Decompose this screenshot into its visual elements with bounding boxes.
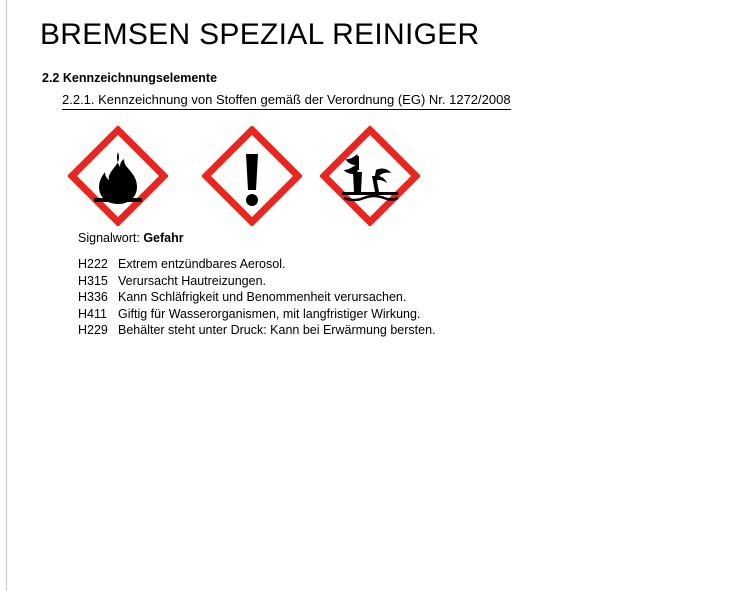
signal-word-line [78, 231, 184, 245]
hazard-code: H222 [78, 257, 108, 271]
list-item [78, 322, 436, 339]
hazard-text: Behälter steht unter Druck: Kann bei Erwärmung bersten. [118, 323, 436, 337]
section-heading: 2.2 Kennzeichnungselemente [42, 71, 218, 85]
document-page [8, 0, 737, 591]
hazard-code: H411 [78, 306, 107, 321]
list-item [78, 256, 436, 273]
hazard-text: Verursacht Hautreizungen. [118, 273, 267, 288]
list-item [78, 273, 436, 290]
ghs02-flame-pictogram [68, 126, 168, 226]
hazard-text: Giftig für Wasserorganismen, mit langfristiger Wirkung. [118, 306, 421, 321]
ghs-pictogram-row [68, 126, 488, 226]
hazard-code: H315 [78, 273, 108, 288]
hazard-code: H336 [78, 290, 108, 304]
hazard-code: H229 [78, 323, 108, 337]
ghs07-exclamation-mark-pictogram [202, 126, 302, 226]
signal-word-label: Signalwort: [78, 231, 140, 245]
ghs09-environment-pictogram [320, 126, 420, 226]
list-item [78, 306, 436, 323]
page-left-margin-rule [0, 0, 7, 591]
subsection-heading: 2.2.1. Kennzeichnung von Stoffen gemäß der Verordnung (EG) Nr. 1272/2008 [62, 92, 511, 110]
hazard-text: Extrem entzündbares Aerosol. [118, 257, 286, 271]
hazard-text: Kann Schläfrigkeit und Benommenheit verursachen. [118, 290, 407, 304]
signal-word-value: Gefahr [143, 231, 184, 245]
page-title: BREMSEN SPEZIAL REINIGER [40, 18, 480, 51]
hazard-statement-list [78, 256, 436, 339]
list-item [78, 289, 436, 306]
